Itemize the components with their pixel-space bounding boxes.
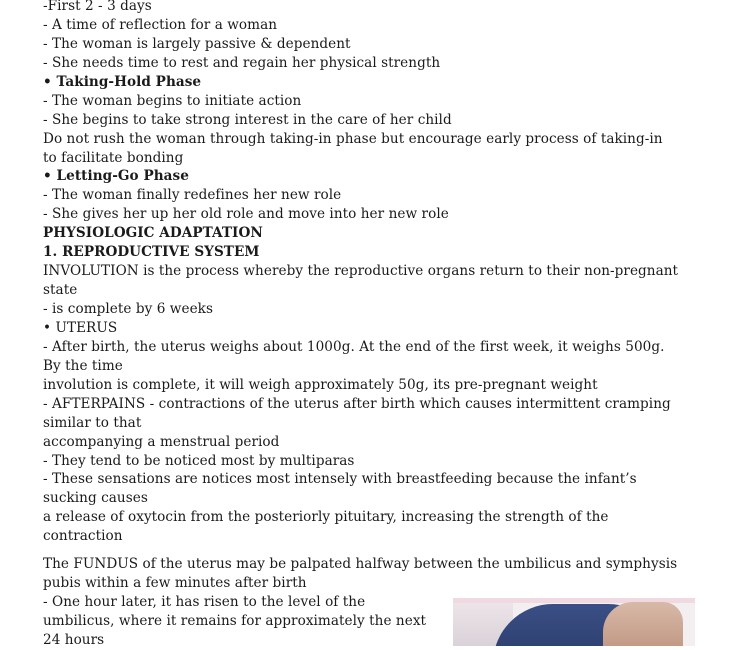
text-line: to facilitate bonding <box>43 149 184 166</box>
section-heading: PHYSIOLOGIC ADAPTATION <box>43 225 263 242</box>
document-body <box>43 0 703 650</box>
text-line: - A time of reflection for a woman <box>43 16 278 33</box>
text-line: similar to that <box>43 414 142 431</box>
text-line: - The woman begins to initiate action <box>43 92 302 109</box>
text-line: involution is complete, it will weigh approximately 50g, its pre-pregnant weight <box>43 376 598 393</box>
text-line: accompanying a menstrual period <box>43 433 280 450</box>
text-line: - The woman is largely passive & dependent <box>43 35 351 52</box>
text-line: -First 2 - 3 days <box>43 0 152 14</box>
text-line: The FUNDUS of the uterus may be palpated halfway between the umbilicus and symphysis <box>43 556 678 573</box>
text-line: a release of oxytocin from the posteriorly pituitary, increasing the strength of the <box>43 509 609 526</box>
section-heading: • Taking-Hold Phase <box>43 73 202 90</box>
text-line: sucking causes <box>43 490 148 507</box>
text-line: - These sensations are notices most intensely with breastfeeding because the infant’s <box>43 471 637 488</box>
text-line: - She begins to take strong interest in the care of her child <box>43 111 452 128</box>
text-line: umbilicus, where it remains for approximately the next <box>43 613 427 629</box>
text-line: state <box>43 282 78 299</box>
photo-skin <box>603 602 683 646</box>
text-line: 24 hours <box>43 631 105 648</box>
section-heading: 1. REPRODUCTIVE SYSTEM <box>43 244 260 261</box>
text-line: contraction <box>43 528 123 545</box>
text-line: - She needs time to rest and regain her physical strength <box>43 54 441 71</box>
text-line: - They tend to be noticed most by multiparas <box>43 452 355 469</box>
text-line: • UTERUS <box>43 319 118 336</box>
postpartum-photo <box>453 598 695 646</box>
text-line: - The woman finally redefines her new role <box>43 187 342 204</box>
text-line: - is complete by 6 weeks <box>43 301 213 317</box>
text-line: Do not rush the woman through taking-in phase but encourage early process of taking-in <box>43 130 663 147</box>
paragraph-gap <box>43 546 703 555</box>
text-line: pubis within a few minutes after birth <box>43 575 307 592</box>
text-line: - One hour later, it has risen to the level of the <box>43 594 366 611</box>
text-line: By the time <box>43 357 123 374</box>
text-line: - AFTERPAINS - contractions of the uterus after birth which causes intermittent cramping <box>43 395 671 412</box>
text-line: - After birth, the uterus weighs about 1000g. At the end of the first week, it weighs 500g. <box>43 338 665 355</box>
text-line: INVOLUTION is the process whereby the reproductive organs return to their non-pregnant <box>43 263 679 280</box>
text-line: - She gives her up her old role and move into her new role <box>43 206 449 223</box>
section-heading: • Letting-Go Phase <box>43 168 189 185</box>
